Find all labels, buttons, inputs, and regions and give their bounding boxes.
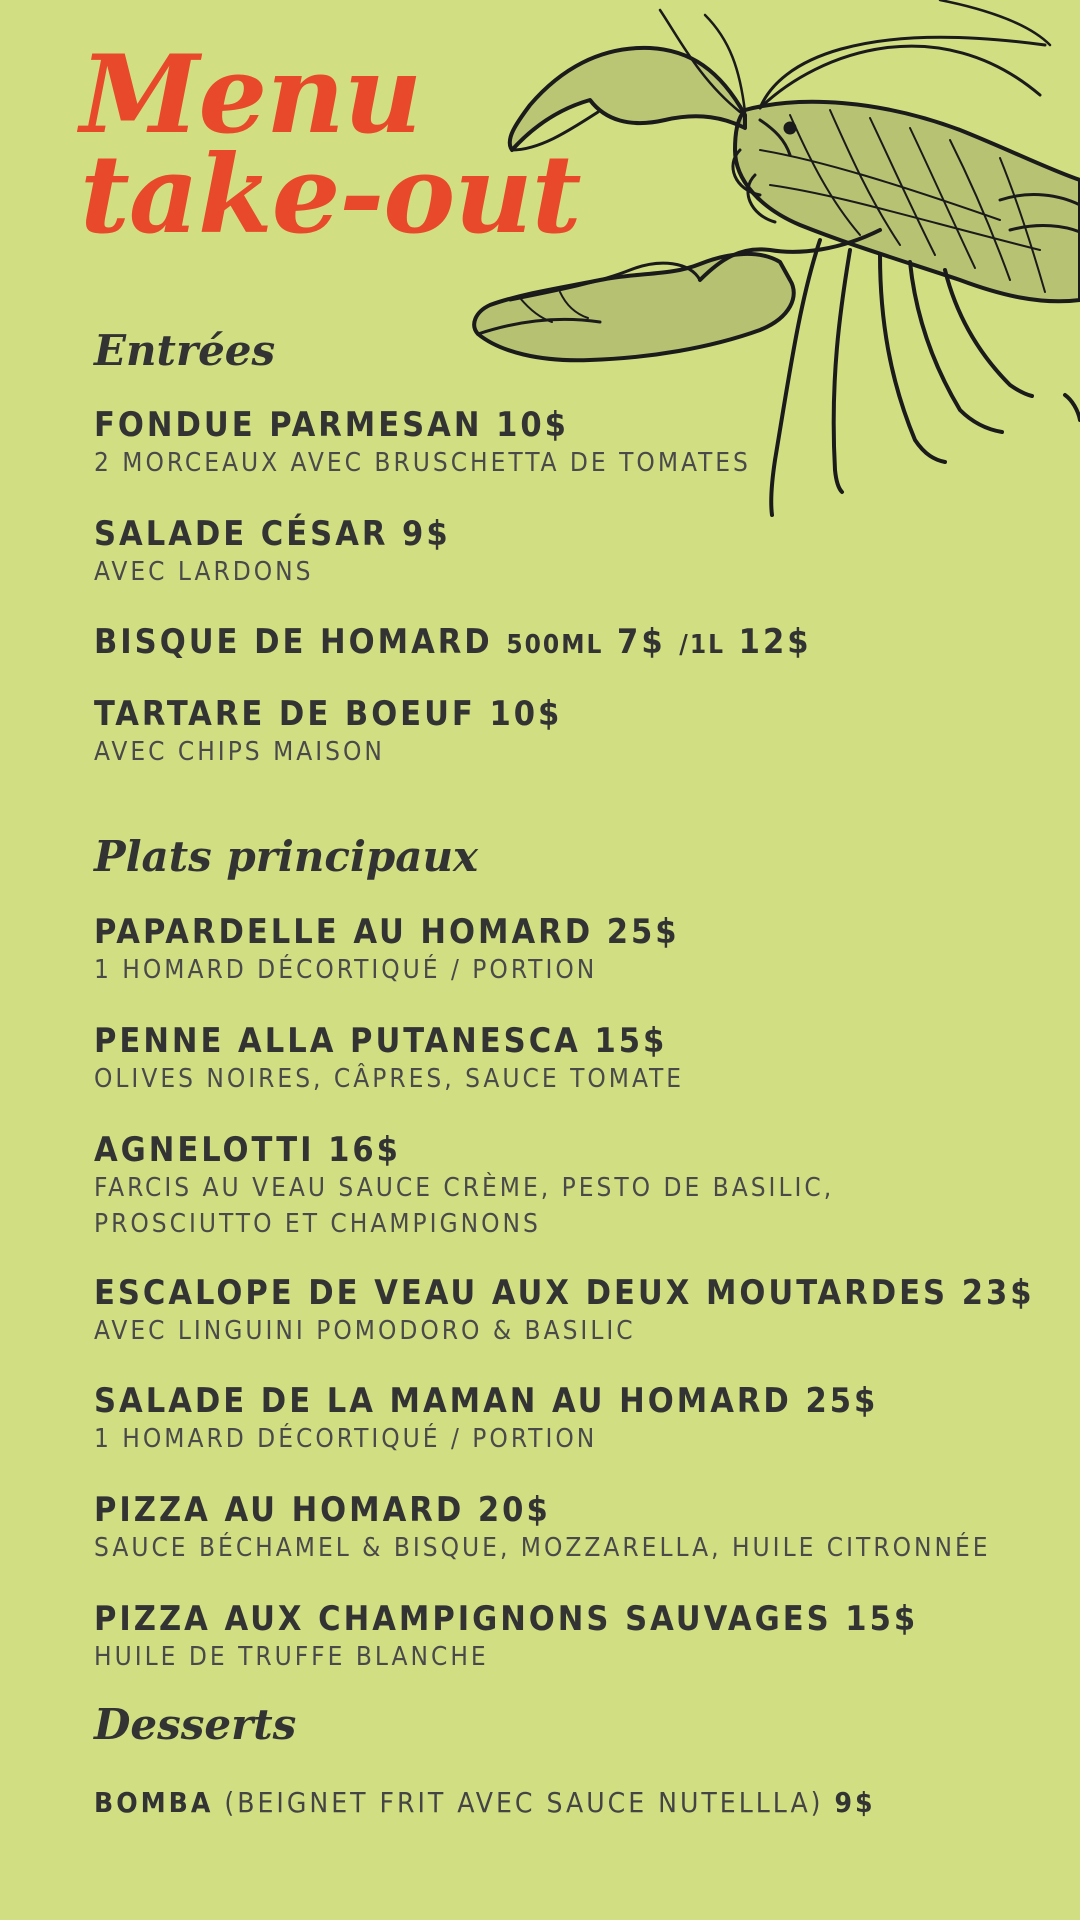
dessert-line bbox=[94, 1785, 1040, 1821]
menu-item bbox=[94, 1021, 1040, 1097]
item-name: SALADE DE LA MAMAN AU HOMARD 25$ bbox=[94, 1381, 879, 1421]
item-name: FONDUE PARMESAN 10$ bbox=[94, 405, 569, 445]
menu-item bbox=[94, 622, 1040, 665]
item-name-bisque bbox=[94, 622, 1040, 665]
item-name: SALADE CÉSAR 9$ bbox=[94, 514, 451, 554]
menu-item bbox=[94, 514, 1040, 590]
item-name: PIZZA AUX CHAMPIGNONS SAUVAGES 15$ bbox=[94, 1599, 919, 1639]
item-desc: 1 HOMARD DÉCORTIQUÉ / PORTION bbox=[94, 955, 598, 985]
item-desc: SAUCE BÉCHAMEL & BISQUE, MOZZARELLA, HUILE CITRONNÉE bbox=[94, 1533, 991, 1563]
item-desc: 2 MORCEAUX AVEC BRUSCHETTA DE TOMATES bbox=[94, 448, 751, 478]
item-desc: AVEC CHIPS MAISON bbox=[94, 737, 385, 767]
item-desc: AVEC LINGUINI POMODORO & BASILIC bbox=[94, 1316, 636, 1346]
item-price: 12$ bbox=[738, 622, 812, 662]
menu-item bbox=[94, 1273, 1040, 1349]
item-desc: AVEC LARDONS bbox=[94, 557, 314, 587]
section-title-desserts: Desserts bbox=[94, 1700, 297, 1749]
section-title-plats: Plats principaux bbox=[94, 832, 479, 881]
menu-item bbox=[94, 1785, 1040, 1821]
item-size: /1L bbox=[679, 630, 726, 660]
item-desc: HUILE DE TRUFFE BLANCHE bbox=[94, 1642, 489, 1672]
menu-item bbox=[94, 912, 1040, 988]
item-name: TARTARE DE BOEUF 10$ bbox=[94, 694, 563, 734]
item-name: PENNE ALLA PUTANESCA 15$ bbox=[94, 1021, 668, 1061]
item-price: 9$ bbox=[834, 1786, 876, 1819]
menu-title bbox=[80, 32, 581, 258]
item-desc: OLIVES NOIRES, CÂPRES, SAUCE TOMATE bbox=[94, 1064, 684, 1094]
item-name: PAPARDELLE AU HOMARD 25$ bbox=[94, 912, 680, 952]
item-name: ESCALOPE DE VEAU AUX DEUX MOUTARDES 23$ bbox=[94, 1273, 1035, 1313]
menu-item bbox=[94, 1490, 1040, 1566]
item-name: AGNELOTTI 16$ bbox=[94, 1130, 401, 1170]
menu-item bbox=[94, 405, 1040, 481]
item-name: BISQUE DE HOMARD bbox=[94, 622, 493, 662]
section-title-entrees: Entrées bbox=[94, 326, 276, 375]
item-desc: 1 HOMARD DÉCORTIQUÉ / PORTION bbox=[94, 1424, 598, 1454]
item-desc: FARCIS AU VEAU SAUCE CRÈME, PESTO DE BASILIC, bbox=[94, 1173, 835, 1203]
menu-title-line1: Menu bbox=[80, 32, 422, 158]
menu-item bbox=[94, 694, 1040, 770]
item-name: PIZZA AU HOMARD 20$ bbox=[94, 1490, 551, 1530]
menu-item bbox=[94, 1130, 1040, 1242]
item-desc: (BEIGNET FRIT AVEC SAUCE NUTELLLA) bbox=[224, 1786, 824, 1819]
item-name: BOMBA bbox=[94, 1786, 214, 1819]
item-price: 7$ bbox=[617, 622, 666, 662]
item-desc-line2: PROSCIUTTO ET CHAMPIGNONS bbox=[94, 1209, 541, 1239]
menu-title-line2: take-out bbox=[80, 132, 581, 258]
menu-item bbox=[94, 1599, 1040, 1675]
item-size: 500ML bbox=[506, 630, 604, 660]
menu-item bbox=[94, 1381, 1040, 1457]
